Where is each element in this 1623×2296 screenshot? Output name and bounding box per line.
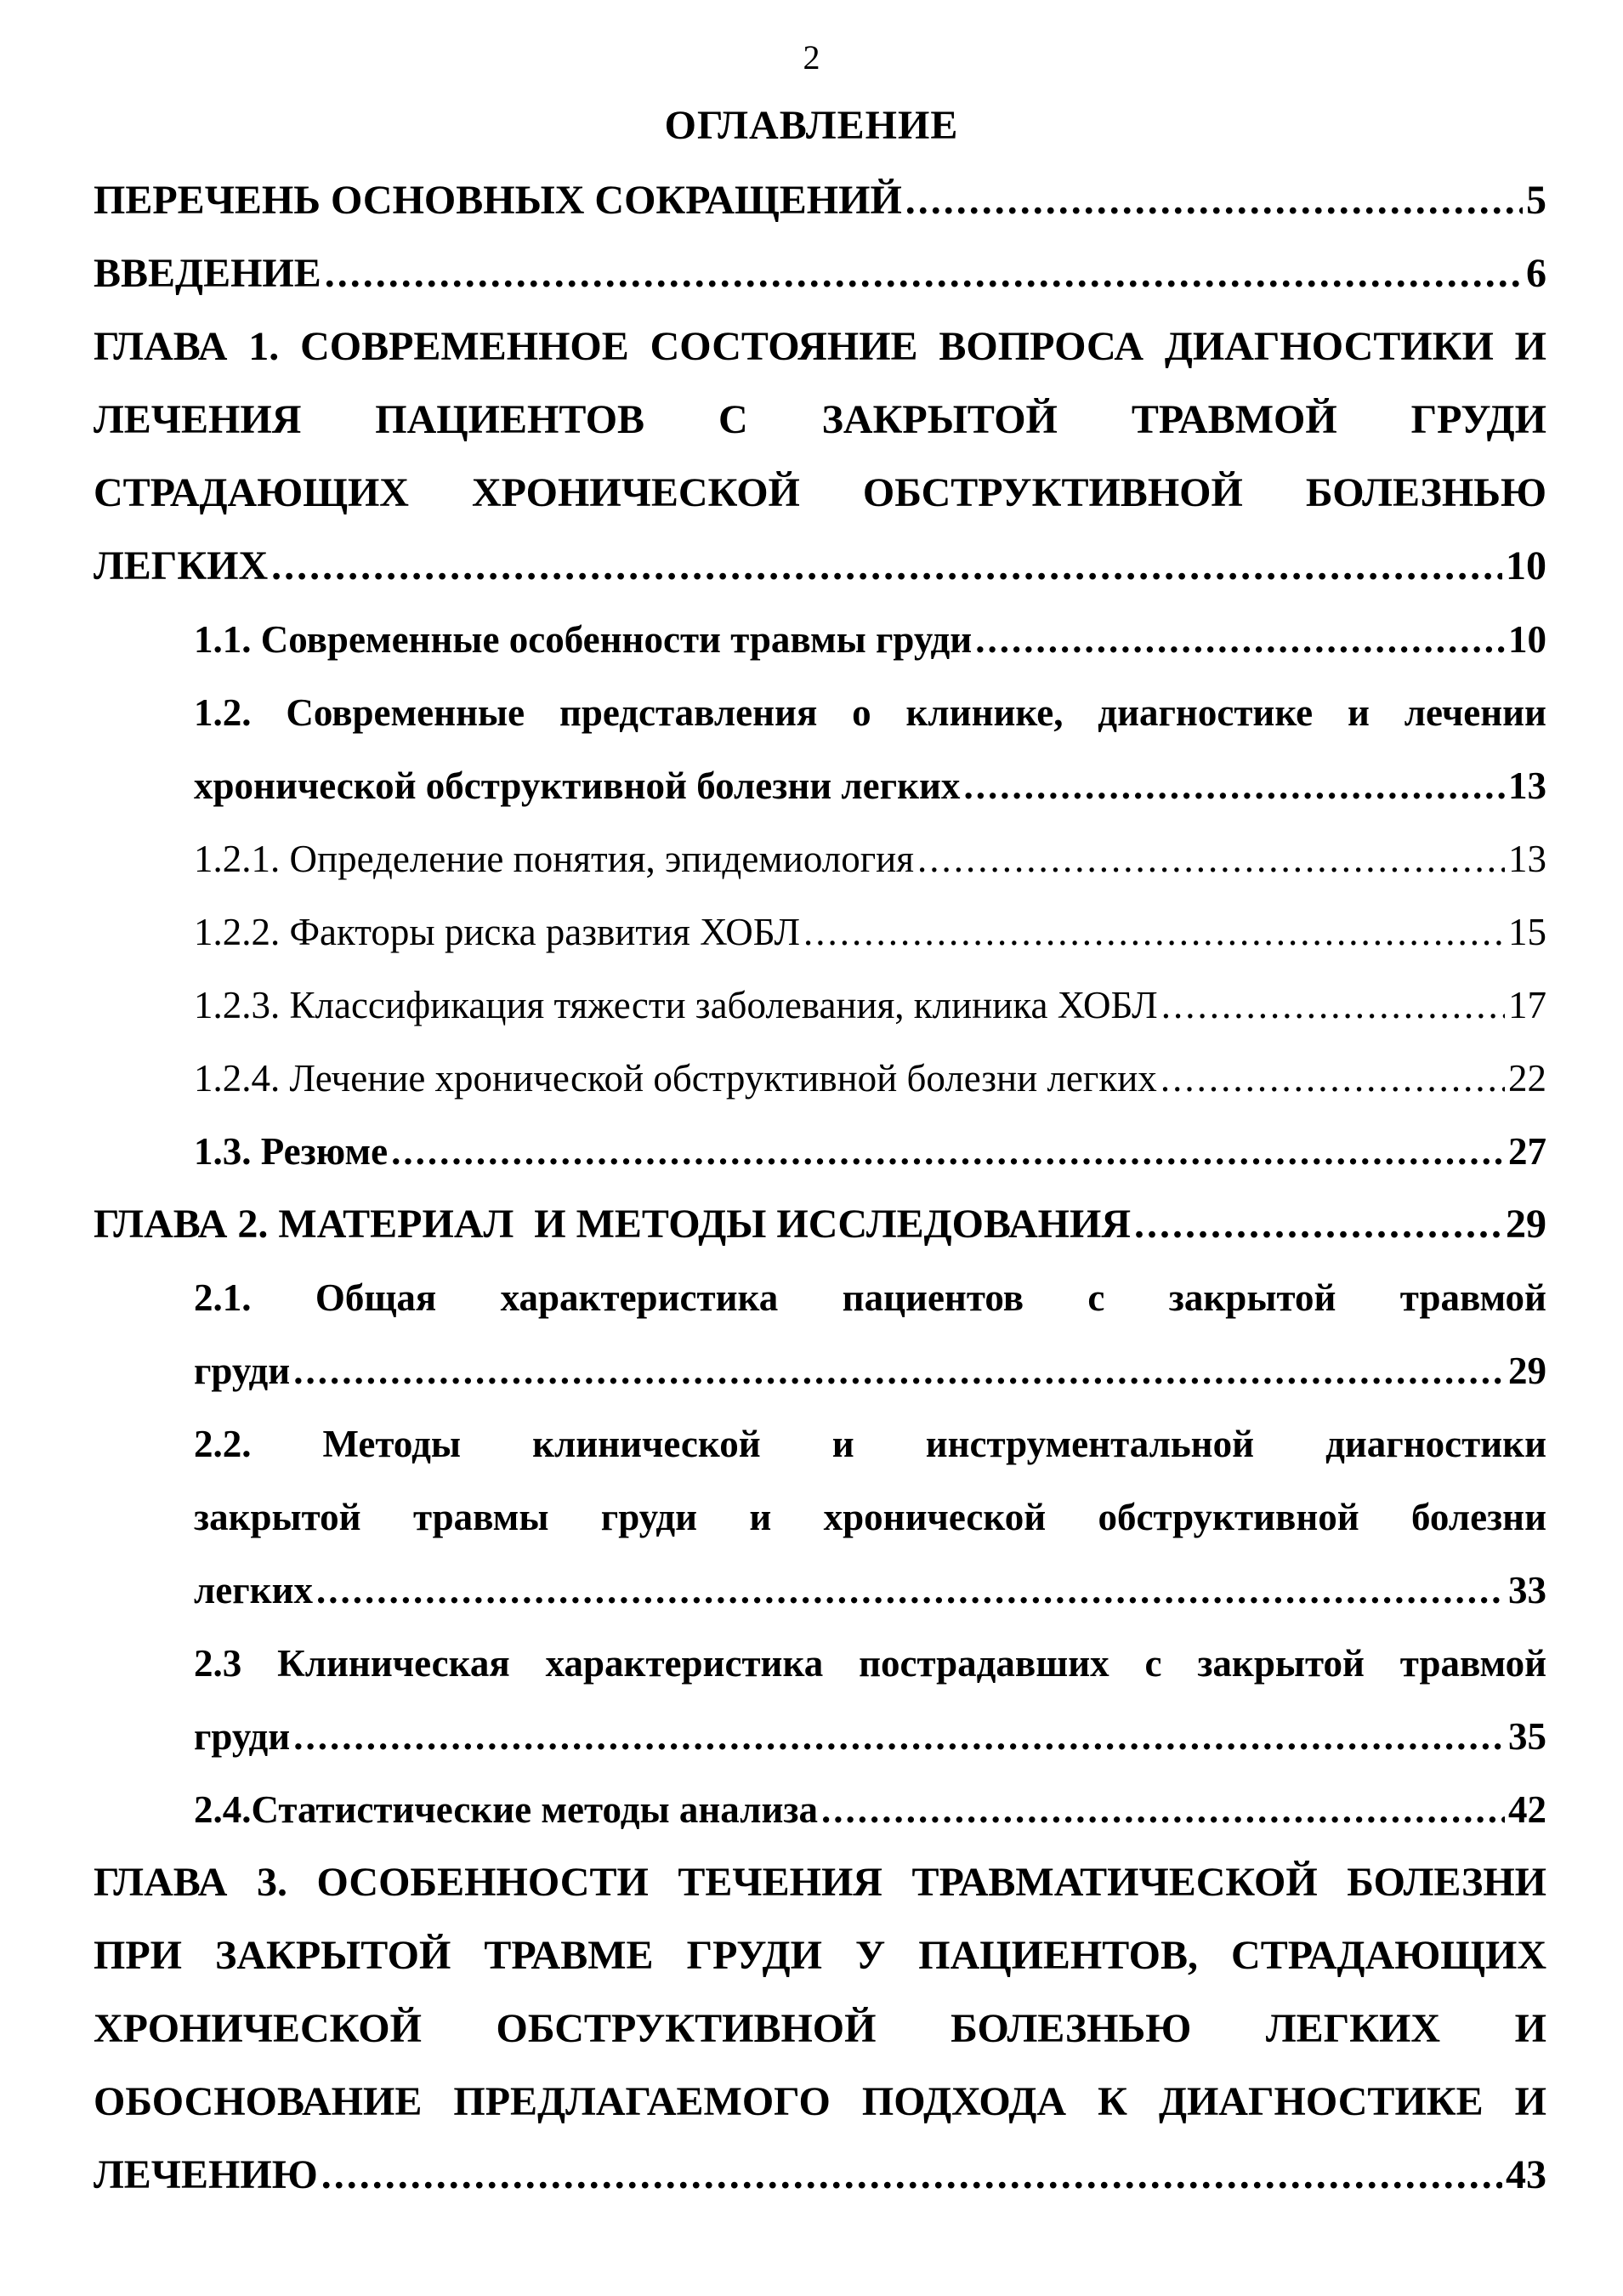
toc-entry-title: ЛЕГКИХ	[94, 543, 269, 588]
toc-line	[94, 1188, 1546, 1261]
toc-line: 1.2. Современные представления о клинике, диагностике и лечении	[194, 691, 1546, 734]
toc-leader-dots	[391, 1115, 1505, 1188]
toc-page-number: 13	[1508, 838, 1546, 880]
toc-line: СТРАДАЮЩИХ ХРОНИЧЕСКОЙ ОБСТРУКТИВНОЙ БОЛЕЗНЬЮ	[94, 470, 1546, 515]
toc-leader-dots	[271, 530, 1502, 603]
toc-entry-chapter-3[interactable]	[94, 1846, 1546, 2212]
toc-entry-title: 1.2.1. Определение понятия, эпидемиология	[194, 838, 914, 880]
toc-line	[194, 1700, 1546, 1773]
toc-entry-1-2-2[interactable]	[194, 895, 1546, 969]
toc-entry-title: 1.3. Резюме	[194, 1130, 389, 1173]
toc-entry-title: ГЛАВА 2. МАТЕРИАЛ И МЕТОДЫ ИССЛЕДОВАНИЯ	[94, 1202, 1131, 1247]
toc-leader-dots	[803, 895, 1505, 969]
toc-entry-1-1[interactable]	[194, 603, 1546, 676]
toc-leader-dots	[917, 822, 1505, 895]
toc-line	[194, 822, 1546, 895]
toc-line: 2.1. Общая характеристика пациентов с закрытой травмой	[194, 1276, 1546, 1319]
toc-entry-2-4[interactable]	[194, 1773, 1546, 1846]
toc-line	[94, 164, 1546, 237]
toc-title: ОГЛАВЛЕНИЕ	[664, 103, 959, 148]
toc-page-number: 5	[1526, 178, 1546, 223]
toc-entry-title: ЛЕЧЕНИЮ	[94, 2152, 318, 2197]
toc-page-number: 27	[1508, 1130, 1546, 1173]
toc-entry-2-1[interactable]	[194, 1261, 1546, 1407]
toc-line	[194, 1773, 1546, 1846]
toc-page-number: 10	[1506, 543, 1546, 588]
toc-line: закрытой травмы груди и хронической обструктивной болезни	[194, 1496, 1546, 1538]
toc-leader-dots	[821, 1773, 1505, 1846]
toc-leader-dots	[1161, 1042, 1505, 1115]
toc-leader-dots	[905, 164, 1523, 237]
toc-leader-dots	[293, 1700, 1505, 1773]
toc-entry-1-2-4[interactable]	[194, 1042, 1546, 1115]
toc-line: 2.2. Методы клинической и инструментальной диагностики	[194, 1423, 1546, 1465]
toc-entry-abbreviations[interactable]	[94, 164, 1546, 237]
toc-line: ЛЕЧЕНИЯ ПАЦИЕНТОВ С ЗАКРЫТОЙ ТРАВМОЙ ГРУДИ	[94, 397, 1546, 442]
toc-page-number: 22	[1508, 1057, 1546, 1100]
toc-line	[94, 237, 1546, 310]
toc-entry-introduction[interactable]	[94, 237, 1546, 310]
toc-entry-chapter-2[interactable]	[94, 1188, 1546, 1261]
toc-entry-title: 2.4.Статистические методы анализа	[194, 1788, 818, 1831]
toc-line: ОБОСНОВАНИЕ ПРЕДЛАГАЕМОГО ПОДХОДА К ДИАГНОСТИКЕ И	[94, 2079, 1546, 2124]
toc-entry-2-3[interactable]	[194, 1627, 1546, 1773]
toc-page-number: 17	[1508, 984, 1546, 1026]
toc-entry-title: ВВЕДЕНИЕ	[94, 251, 321, 296]
toc-entry-title: груди	[194, 1715, 291, 1758]
toc-leader-dots	[963, 749, 1505, 822]
toc-entry-1-2[interactable]	[194, 676, 1546, 822]
toc-entry-title: 1.2.4. Лечение хронической обструктивной болезни легких	[194, 1057, 1157, 1100]
toc-line	[194, 749, 1546, 822]
toc-page-number: 35	[1508, 1715, 1546, 1758]
toc-line	[194, 1554, 1546, 1627]
toc-line	[194, 1042, 1546, 1115]
toc-entry-title: груди	[194, 1350, 291, 1392]
toc-leader-dots	[325, 237, 1523, 310]
toc-line	[194, 895, 1546, 969]
toc-entry-title: 1.1. Современные особенности травмы груди	[194, 618, 973, 661]
toc-page-number: 13	[1508, 764, 1546, 807]
toc-entry-1-2-1[interactable]	[194, 822, 1546, 895]
toc-page-number: 42	[1508, 1788, 1546, 1831]
toc-page-number: 6	[1526, 251, 1546, 296]
toc-line: 2.3 Клиническая характеристика пострадавших с закрытой травмой	[194, 1642, 1546, 1685]
toc-line	[94, 530, 1546, 603]
toc-page-number: 29	[1506, 1202, 1546, 1247]
toc-line: ПРИ ЗАКРЫТОЙ ТРАВМЕ ГРУДИ У ПАЦИЕНТОВ, СТРАДАЮЩИХ	[94, 1933, 1546, 1978]
toc-page-number: 33	[1508, 1569, 1546, 1611]
toc-leader-dots	[1134, 1188, 1502, 1261]
toc-entry-title: легких	[194, 1569, 314, 1611]
toc-leader-dots	[1161, 969, 1505, 1042]
toc-entry-chapter-1[interactable]	[94, 310, 1546, 603]
toc-line: ХРОНИЧЕСКОЙ ОБСТРУКТИВНОЙ БОЛЕЗНЬЮ ЛЕГКИХ И	[94, 2006, 1546, 2051]
toc-leader-dots	[293, 1334, 1505, 1407]
page-number: 2	[803, 38, 820, 77]
toc-page-number: 43	[1506, 2152, 1546, 2197]
toc-line: ГЛАВА 1. СОВРЕМЕННОЕ СОСТОЯНИЕ ВОПРОСА ДИАГНОСТИКИ И	[94, 324, 1546, 369]
toc-line	[194, 1334, 1546, 1407]
toc-entry-title: 1.2.3. Классификация тяжести заболевания, клиника ХОБЛ	[194, 984, 1158, 1026]
toc-page-number: 15	[1508, 911, 1546, 953]
toc-line	[94, 2139, 1546, 2212]
toc-leader-dots	[975, 603, 1505, 676]
toc-leader-dots	[316, 1554, 1505, 1627]
toc-page-number: 29	[1508, 1350, 1546, 1392]
toc-line	[194, 603, 1546, 676]
toc-entry-1-3[interactable]	[194, 1115, 1546, 1188]
toc-entry-title: хронической обструктивной болезни легких	[194, 764, 961, 807]
toc-entry-2-2[interactable]	[194, 1407, 1546, 1627]
toc-line	[194, 969, 1546, 1042]
toc-line	[194, 1115, 1546, 1188]
toc-page-number: 10	[1508, 618, 1546, 661]
toc-entry-1-2-3[interactable]	[194, 969, 1546, 1042]
toc-line: ГЛАВА 3. ОСОБЕННОСТИ ТЕЧЕНИЯ ТРАВМАТИЧЕСКОЙ БОЛЕЗНИ	[94, 1860, 1546, 1905]
toc-entry-title: 1.2.2. Факторы риска развития ХОБЛ	[194, 911, 801, 953]
toc-entry-title: ПЕРЕЧЕНЬ ОСНОВНЫХ СОКРАЩЕНИЙ	[94, 178, 902, 223]
toc-leader-dots	[321, 2139, 1502, 2212]
